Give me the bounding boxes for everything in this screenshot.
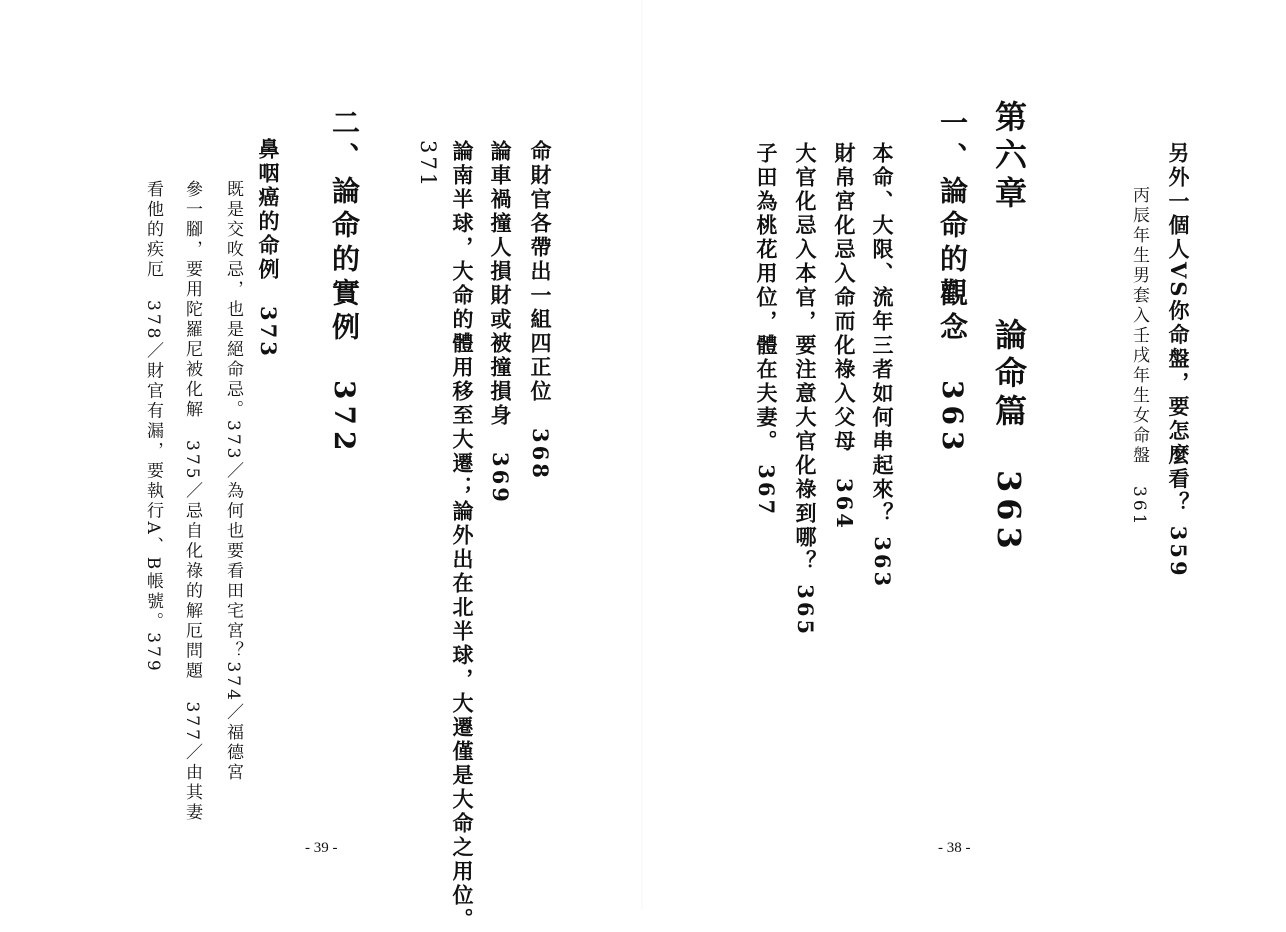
list-item: 371 [416, 140, 440, 190]
list-item: 本命、大限、流年三者如何串起來？ 363 [870, 142, 895, 590]
list-item: 子田為桃花用位，體在夫妻。 367 [754, 142, 779, 518]
chapter-title: 論命篇 363 [990, 318, 1028, 555]
section-two-title: 二、論命的實例 372 [328, 108, 361, 457]
chapter-label: 第六章 [990, 100, 1028, 214]
sub-line: 丙辰年生男套入壬戌年生女命盤 361 [1129, 186, 1149, 528]
case-line: 看他的疾厄 378／財官有漏，要執行A、B帳號。379 [143, 180, 163, 674]
list-item: 財帛宮化忌入命而化祿入父母 364 [832, 142, 857, 531]
page-number: - 39 - [305, 840, 338, 856]
list-item: 論南半球，大命的體用移至大遷；論外出在北半球，大遷僅是大命之用位。 [450, 140, 475, 932]
case-line: 既是交呚忌，也是絕命忌。373／為何也要看田宅宮？374／福德宮 [223, 180, 243, 783]
list-item: 論車禍撞人損財或被撞損身 369 [488, 140, 513, 505]
case-title: 鼻咽癌的命例 373 [256, 138, 281, 359]
section-one-title: 一、論命的觀念 363 [936, 108, 969, 457]
page-number: - 38 - [938, 840, 971, 856]
page-38 [643, 0, 1286, 909]
list-item: 大官化忌入本官，要注意大官化祿到哪？ 365 [793, 142, 818, 638]
case-line: 參一腳，要用陀羅尼被化解 375／忌自化祿的解厄問題 377／由其妻 [182, 180, 202, 823]
list-item: 命財官各帶出一組四正位 368 [528, 140, 553, 481]
heading-line: 另外一個人VS你命盤，要怎麼看？ 359 [1166, 142, 1191, 579]
